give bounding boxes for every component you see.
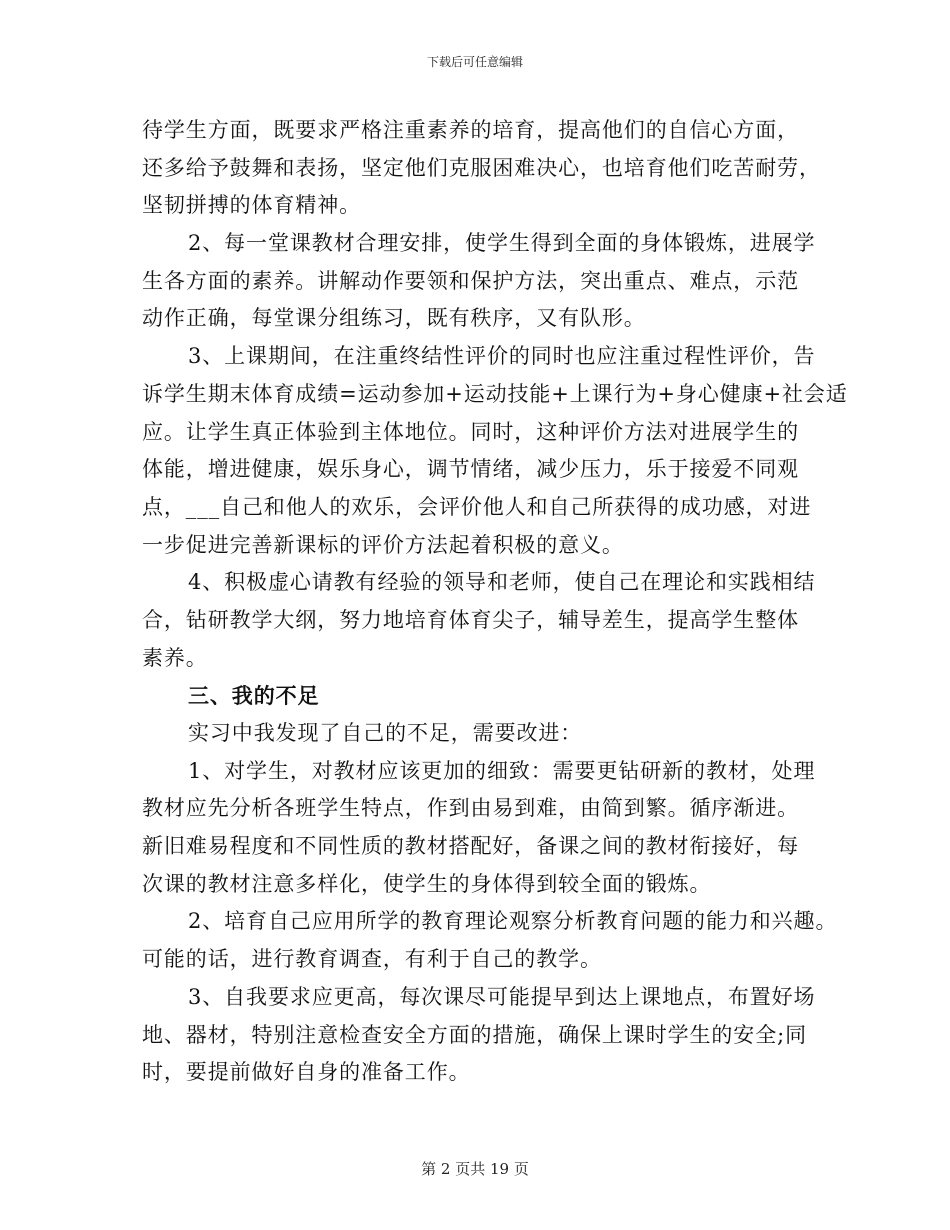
paragraph-line: 教材应先分析各班学生特点，作到由易到难，由简到繁。循序渐进。 — [142, 796, 799, 821]
paragraph-line: 可能的话，进行教育调查，有利于自己的教学。 — [142, 947, 602, 972]
paragraph-line: 1、对学生，对教材应该更加的细致：需要更钻研新的教材，处理 — [188, 758, 816, 783]
paragraph-line: 诉学生期末体育成绩=运动参加+运动技能+上课行为+身心健康+社会适 — [142, 381, 848, 406]
paragraph-line: 点，___自己和他人的欢乐，会评价他人和自己所获得的成功感，对进 — [142, 494, 812, 519]
section-heading: 三、我的不足 — [188, 683, 320, 709]
paragraph-line: 动作正确，每堂课分组练习，既有秩序，又有队形。 — [142, 306, 646, 331]
paragraph-line: 生各方面的素养。讲解动作要领和保护方法，突出重点、难点，示范 — [142, 268, 799, 293]
paragraph-line: 新旧难易程度和不同性质的教材搭配好，备课之间的教材衔接好，每 — [142, 834, 799, 859]
document-body — [142, 112, 848, 1092]
paragraph-line: 还多给予鼓舞和表扬，坚定他们克服困难决心，也培育他们吃苦耐劳， — [142, 155, 821, 180]
header-note: 下载后可任意编辑 — [426, 55, 523, 69]
paragraph-line: 2、每一堂课教材合理安排，使学生得到全面的身体锻炼，进展学 — [188, 231, 816, 256]
paragraph-line: 坚韧拼搏的体育精神。 — [142, 193, 361, 218]
paragraph-line: 合，钻研教学大纲，努力地培育体育尖子，辅导差生，提高学生整体 — [142, 607, 799, 632]
paragraph-line: 应。让学生真正体验到主体地位。同时，这种评价方法对进展学生的 — [142, 419, 799, 444]
paragraph-line: 地、器材，特别注意检查安全方面的措施，确保上课时学生的安全;同 — [142, 1022, 807, 1047]
paragraph-line: 3、上课期间，在注重终结性评价的同时也应注重过程性评价，告 — [188, 344, 816, 369]
paragraph-line: 一步促进完善新课标的评价方法起着积极的意义。 — [142, 532, 624, 557]
paragraph-line: 次课的教材注意多样化，使学生的身体得到较全面的锻炼。 — [142, 871, 712, 896]
paragraph-line: 时，要提前做好自身的准备工作。 — [142, 1060, 471, 1085]
paragraph-line: 4、积极虚心请教有经验的领导和老师，使自己在理论和实践相结 — [188, 570, 816, 595]
page-number: 第 2 页共 19 页 — [421, 1160, 529, 1178]
paragraph-line: 2、培育自己应用所学的教育理论观察分析教育问题的能力和兴趣。 — [188, 909, 838, 934]
paragraph-line: 待学生方面，既要求严格注重素养的培育，提高他们的自信心方面， — [142, 118, 799, 142]
paragraph-line: 素养。 — [142, 645, 208, 670]
paragraph-line: 体能，增进健康，娱乐身心，调节情绪，减少压力，乐于接爱不同观 — [142, 457, 799, 482]
paragraph-line: 3、自我要求应更高，每次课尽可能提早到达上课地点，布置好场 — [188, 984, 816, 1009]
paragraph-line: 实习中我发现了自己的不足，需要改进： — [188, 721, 583, 745]
